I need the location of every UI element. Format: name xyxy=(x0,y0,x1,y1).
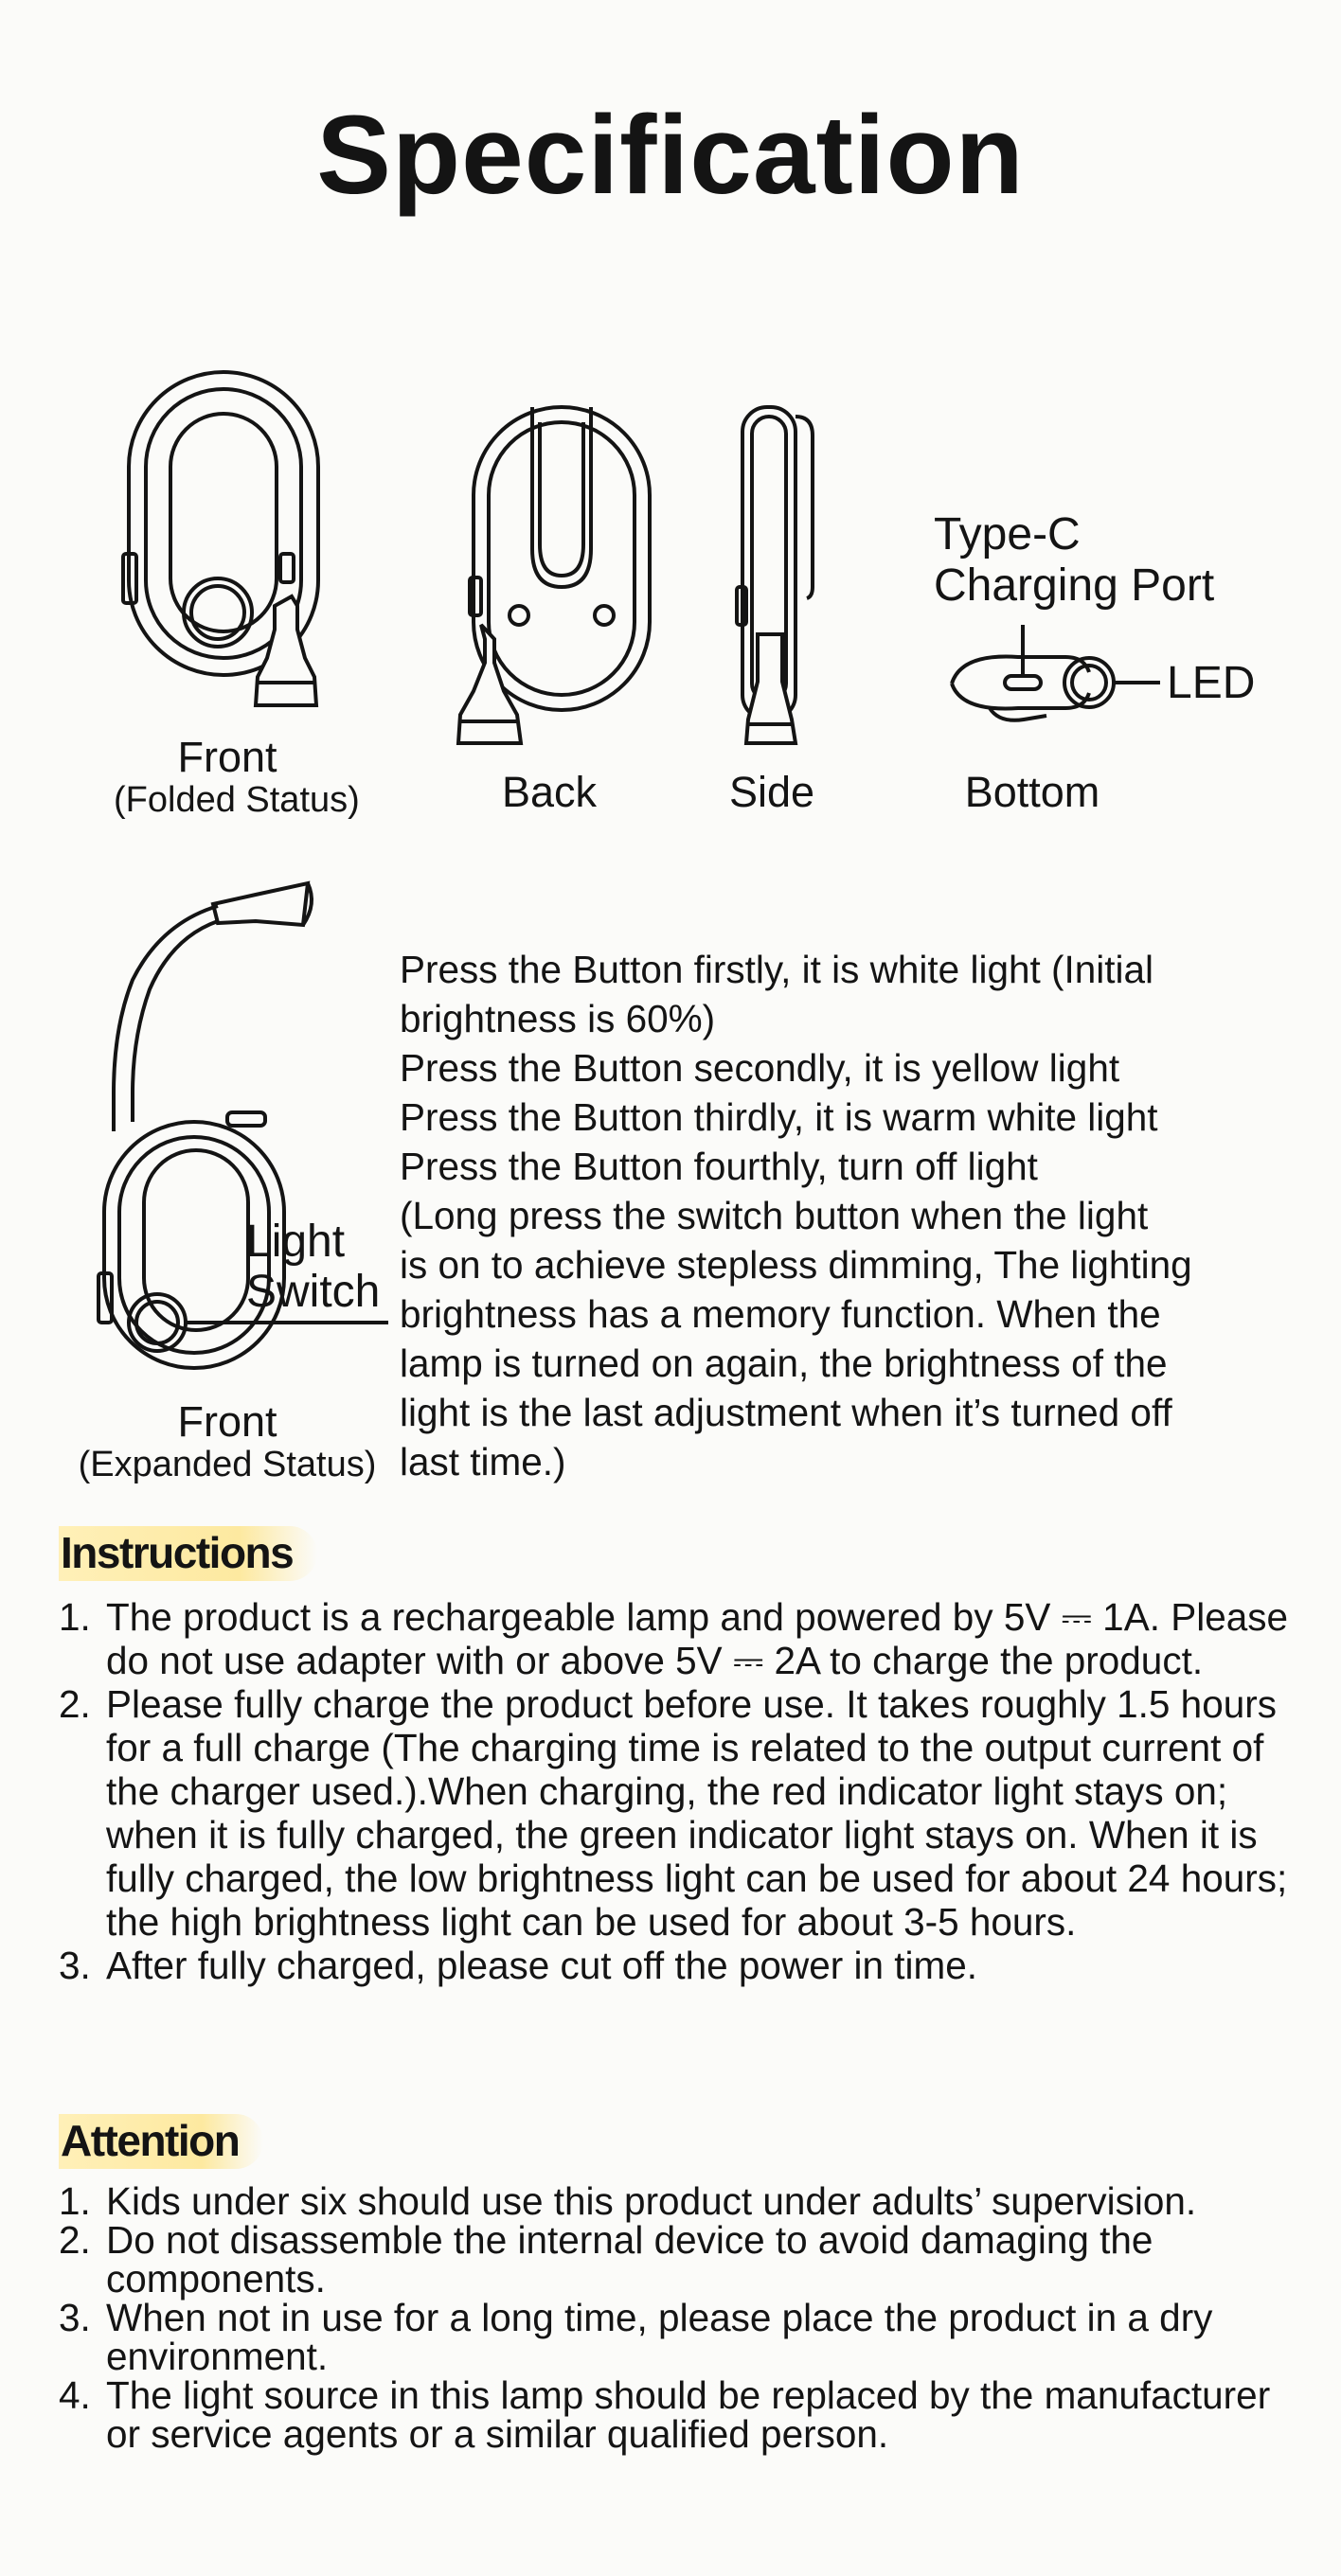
side-label: Side xyxy=(728,768,815,816)
item-number: 1. xyxy=(59,2179,91,2223)
button-text-line: Press the Button fourthly, turn off light xyxy=(400,1145,1038,1188)
item-text: After fully charged, please cut off the power in time. xyxy=(106,1944,977,1987)
charging-port-label: Charging Port xyxy=(934,560,1215,611)
bottom-lamp-drawing xyxy=(933,625,1170,729)
item-text: Do not disassemble the internal device to avoid damaging the components. xyxy=(106,2218,1153,2301)
front-folded-title: Front xyxy=(177,733,277,781)
attention-heading: Attention xyxy=(59,2114,263,2169)
page-title: Specification xyxy=(316,93,1025,218)
item-number: 2. xyxy=(59,1682,91,1726)
attention-list xyxy=(59,2179,1290,2456)
list-item xyxy=(59,2296,1290,2378)
item-text: When not in use for a long time, please place the product in a dry environment. xyxy=(106,2296,1213,2378)
item-text: The light source in this lamp should be replaced by the manufacturer or service agents or a similar qualified person. xyxy=(106,2373,1271,2456)
item-text: Kids under six should use this product under adults’ supervision. xyxy=(106,2179,1197,2223)
back-label: Back xyxy=(501,768,598,816)
button-text-line: brightness is 60%) xyxy=(400,997,716,1040)
front-folded-diagram xyxy=(114,364,341,724)
item-number: 3. xyxy=(59,2296,91,2339)
item-number: 2. xyxy=(59,2218,91,2262)
button-text-line: last time.) xyxy=(400,1440,566,1483)
button-operation-text xyxy=(400,945,1328,1486)
item-number: 3. xyxy=(59,1944,91,1987)
button-text-line: light is the last adjustment when it’s turned off xyxy=(400,1391,1172,1434)
button-text-line: lamp is turned on again, the brightness of the xyxy=(400,1341,1168,1385)
back-lamp-drawing xyxy=(445,388,663,757)
bottom-label: Bottom xyxy=(964,768,1100,816)
front-folded-label xyxy=(114,733,360,820)
item-number: 4. xyxy=(59,2373,91,2417)
button-text-line: brightness has a memory function. When the xyxy=(400,1292,1161,1336)
front-expanded-title: Front xyxy=(177,1397,277,1446)
item-text: The product is a rechargeable lamp and powered by 5V ⎓ 1A. Please do not use adapter with or above 5V ⎓ 2A to charge the product. xyxy=(106,1595,1289,1682)
list-item xyxy=(59,1682,1290,1944)
list-item xyxy=(59,2218,1290,2301)
list-item xyxy=(59,1944,1290,1987)
button-text-line: Press the Button secondly, it is yellow light xyxy=(400,1046,1120,1090)
front-folded-status: (Folded Status) xyxy=(114,779,360,820)
list-item xyxy=(59,2373,1290,2456)
back-diagram xyxy=(445,388,663,757)
light-label: Light xyxy=(246,1217,346,1267)
type-c-label: Type-C xyxy=(934,509,1081,560)
front-expanded-status: (Expanded Status) xyxy=(78,1444,377,1484)
front-expanded-label xyxy=(57,1398,398,1484)
button-text-line: Press the Button firstly, it is white light (Initial xyxy=(400,948,1154,991)
instructions-heading: Instructions xyxy=(59,1526,317,1581)
side-diagram xyxy=(729,398,833,757)
led-label: LED xyxy=(1167,658,1256,708)
item-text: Please fully charge the product before use. It takes roughly 1.5 hours for a full charge (The charging time is related to the output current of the charger used.).When charging, the red indicator light stays on; when it is fully charged, the green indicator light stays on. When it is fully charged, the low brightness light can be used for about 24 hours; the high brightness light can be used for about 3-5 hours. xyxy=(106,1682,1288,1944)
button-text-line: is on to achieve stepless dimming, The lighting xyxy=(400,1243,1192,1287)
button-text-line: Press the Button thirdly, it is warm white light xyxy=(400,1095,1158,1139)
list-item xyxy=(59,2179,1290,2223)
switch-label: Switch xyxy=(246,1267,381,1317)
list-item xyxy=(59,1595,1290,1682)
instructions-list xyxy=(59,1595,1290,1987)
front-folded-lamp-drawing xyxy=(114,364,341,724)
side-lamp-drawing xyxy=(729,398,833,757)
item-number: 1. xyxy=(59,1595,91,1639)
bottom-diagram xyxy=(933,625,1170,729)
button-text-line: (Long press the switch button when the light xyxy=(400,1194,1149,1237)
